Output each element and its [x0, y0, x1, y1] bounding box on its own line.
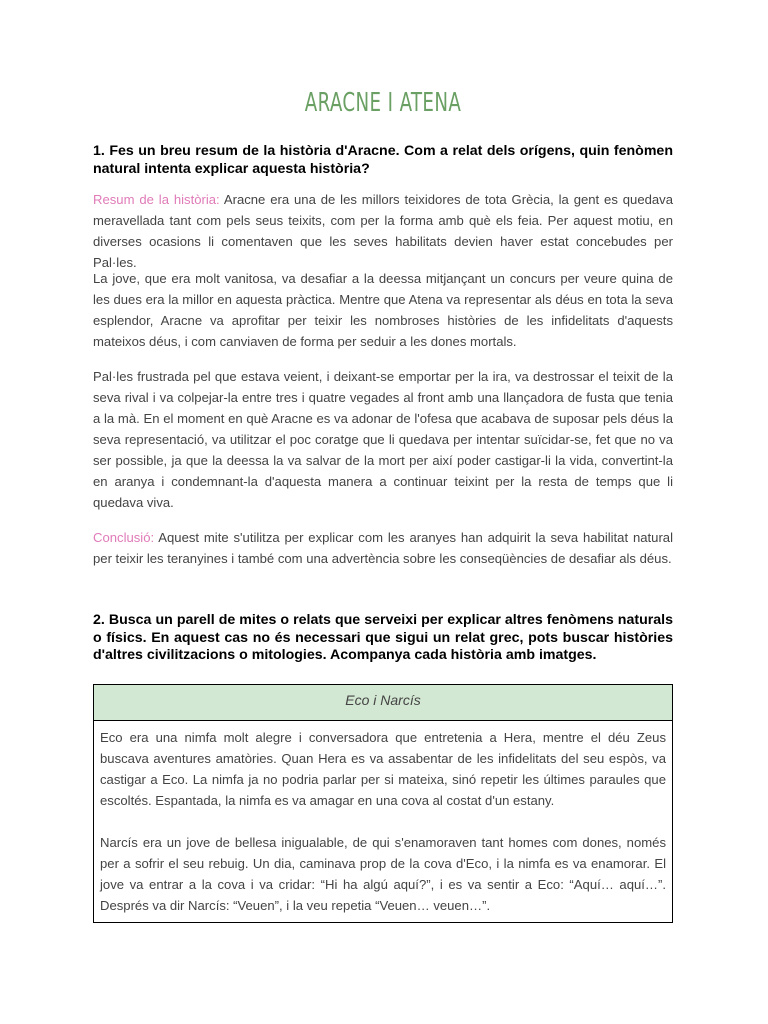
story-paragraph-1: Eco era una nimfa molt alegre i conversadora que entretenia a Hera, mentre el déu Zeus buscava aventures amatòries. Quan Hera es va assabentar de les infidelitats del seu espòs, va castigar a Eco. La nimfa ja no podria parlar per si mateixa, sinó repetir les últimes paraules que escoltés. Espantada, la nimfa es va amagar en una cova al costat d'un estany. — [100, 730, 666, 808]
page-title: ARACNE I ATENA — [304, 88, 462, 118]
story-table-header: Eco i Narcís — [94, 685, 672, 721]
conclusion-paragraph — [93, 527, 673, 569]
question-1: 1. Fes un breu resum de la història d'Aracne. Com a relat dels orígens, quin fenòmen natural intenta explicar aquesta història? — [93, 143, 673, 177]
conclusion-text: Aquest mite s'utilitza per explicar com les aranyes han adquirit la seva habilitat natural per teixir les teranyines i també com una advertència sobre les conseqüències de desafiar als déus. — [93, 530, 673, 566]
question-2: 2. Busca un parell de mites o relats que serveixi per explicar altres fenòmens naturals o físics. En aquest cas no és necessari que sigui un relat grec, pots buscar històries d'altres civilitzacions o mitologies. Acompanya cada història amb imatges. — [93, 612, 673, 663]
summary-text-1: Aracne era una de les millors teixidores de tota Grècia, la gent es quedava meravellada tant com pels seus teixits, com per la forma amb què els feia. Per aquest motiu, en diverses ocasions li comentaven que les seves habilitats devien haver estat concebudes per Pal·les. — [93, 192, 673, 270]
story-paragraph-2: Narcís era un jove de bellesa inigualable, de qui s'enamoraven tant homes com dones, només per a sofrir el seu rebuig. Un dia, caminava prop de la cova d'Eco, i la nimfa es va enamorar. El jove va entrar a la cova i va cridar: “Hi ha algú aquí?”, i es va sentir a Eco: “Aquí… aquí…”. Després va dir Narcís: “Veuen”, i la veu repetia “Veuen… veuen…”. — [100, 835, 666, 913]
summary-paragraph-3: Pal·les frustrada pel que estava veient, i deixant-se emportar per la ira, va destrossar el teixit de la seva rival i va colpejar-la entre tres i quatre vegades al front amb una llançadora de fusta que tenia a la mà. En el moment en què Aracne es va adonar de l'ofesa que acabava de suposar pels déus la seva representació, va utilitzar el poc coratge que li quedava per intentar suïcidar-se, fet que no va ser possible, ja que la deessa la va salvar de la mort per així poder castigar-li la vida, convertint-la en aranya i condemnant-la d'aquesta manera a continuar teixint per la resta de temps que li quedava viva. — [93, 369, 673, 510]
summary-label: Resum de la història: — [93, 192, 220, 207]
story-table-body — [94, 721, 672, 916]
summary-paragraph-1 — [93, 189, 673, 273]
story-table — [93, 684, 673, 923]
conclusion-label: Conclusió: — [93, 530, 155, 545]
summary-paragraph-2: La jove, que era molt vanitosa, va desafiar a la deessa mitjançant un concurs per veure quina de les dues era la millor en aquesta pràctica. Mentre que Atena va representar als déus en tota la seva esplendor, Aracne va aprofitar per teixir les nombroses històries de les infidelitats d'aquests mateixos déus, i com canviaven de forma per seduir a les dones mortals. — [93, 271, 673, 349]
